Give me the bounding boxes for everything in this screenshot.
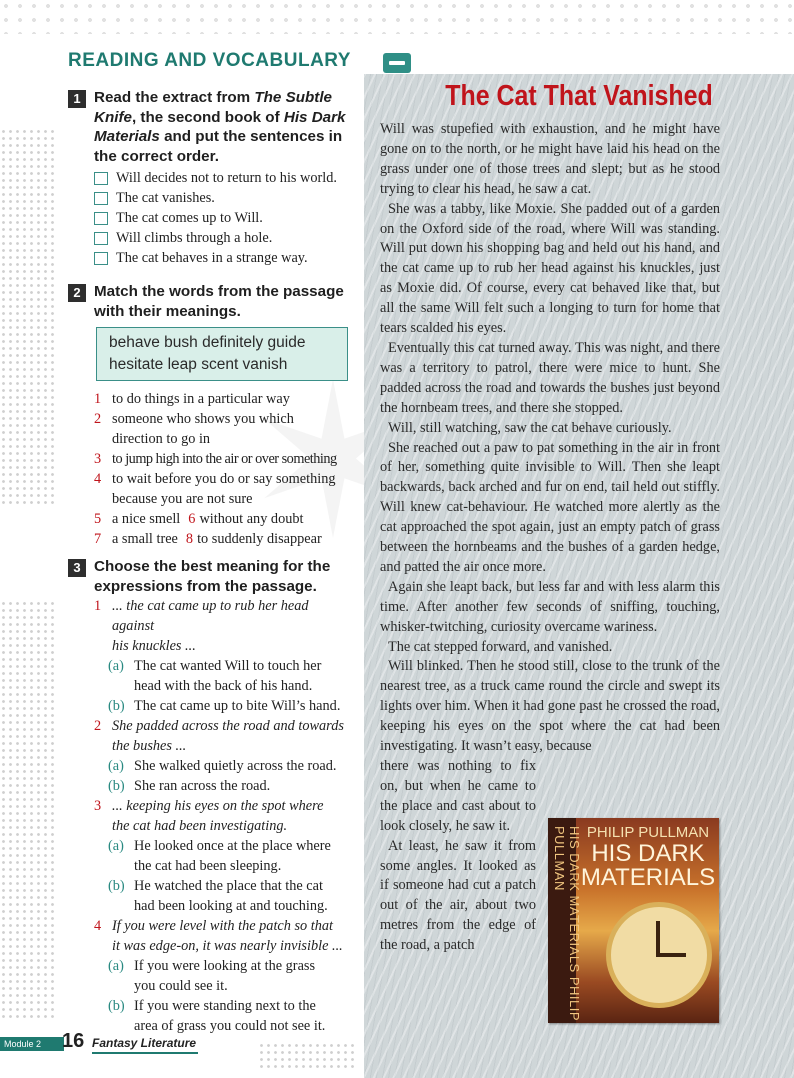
answer-checkbox[interactable]	[94, 212, 108, 225]
ordering-list	[94, 168, 353, 268]
question-continuation: his knuckles ...	[112, 638, 196, 654]
question-text: ... the cat came up to rub her head against	[112, 598, 309, 634]
answer-checkbox[interactable]	[94, 172, 108, 185]
story-paragraph: Will, still watching, saw the cat behave curiously.	[388, 419, 672, 436]
story-paragraph: She was a tabby, like Moxie. She padded out of a garden on the Oxford side of the road, where Will was standing. Will put down his shopping bag and held out his hand, and the cat came up to rub her head against his knuckles, just as Moxie did. Of course, every cat behaved like that, but all the same Will felt such a longing to turn for home that tears scalded his eyes.	[380, 200, 720, 337]
definition-number: 3	[94, 451, 101, 467]
question-text: If you were level with the patch so that	[112, 918, 334, 934]
definition-item	[94, 409, 353, 429]
answer-checkbox[interactable]	[94, 192, 108, 205]
exercise-instruction: Choose the best meaning for the expressions from the passage.	[94, 558, 331, 595]
option-letter: (a)	[108, 758, 124, 774]
instruction-text: , the second book of	[131, 108, 284, 126]
definition-text: to wait before you do or say something	[112, 471, 336, 487]
exercise-3	[68, 557, 353, 1036]
section-heading: READING AND VOCABULARY	[68, 50, 351, 71]
exercise-1	[68, 88, 353, 268]
option-text: She ran across the road.	[134, 778, 271, 794]
ordering-item-text: The cat vanishes.	[116, 190, 215, 206]
definition-text: a nice smell	[112, 511, 181, 527]
book-title	[578, 842, 718, 890]
ordering-item-text: The cat behaves in a strange way.	[116, 250, 308, 266]
definition-text: someone who shows you which	[112, 411, 294, 427]
ordering-item	[94, 168, 353, 188]
instruction-text: and put the sentences in the correct order.	[94, 128, 343, 165]
option-continuation: area of grass you could not see it.	[134, 1018, 326, 1034]
option-text: The cat wanted Will to touch her	[134, 658, 322, 674]
option-text: The cat came up to bite Will’s hand.	[134, 698, 341, 714]
definition-text: to suddenly disappear	[197, 531, 322, 547]
module-tab: Module 2	[0, 1037, 64, 1051]
option-b[interactable]	[94, 996, 353, 1016]
option-letter: (a)	[108, 658, 124, 674]
option-letter: (b)	[108, 998, 125, 1014]
exercise-instruction	[94, 88, 353, 166]
book-cover-image	[548, 818, 719, 1023]
page-footer	[0, 1030, 364, 1056]
instruction-text: Read the extract from	[94, 89, 255, 106]
decorative-dots-left	[0, 128, 58, 508]
page-number: 16	[62, 1030, 85, 1052]
book-spine-text: HIS DARK MATERIALS PHILIP PULLMAN	[552, 826, 582, 1021]
exercise-instruction: Match the words from the passage with their meanings.	[94, 283, 344, 320]
ordering-item	[94, 188, 353, 208]
option-text: He watched the place that the cat	[134, 878, 323, 894]
story-paragraph: At least, he saw it from some angles. It looked as if someone had cut a patch out of the air, about two metres from the edge of the road, a patch	[380, 837, 536, 954]
book-title-italic: His Dark Materials	[94, 108, 346, 145]
ordering-item	[94, 208, 353, 228]
question-number: 4	[94, 918, 102, 934]
ordering-item-text: Will climbs through a hole.	[116, 230, 273, 246]
exercise-number: 2	[68, 284, 86, 302]
option-a[interactable]	[94, 836, 353, 856]
definition-number: 5	[94, 511, 102, 527]
option-continuation: the cat had been sleeping.	[134, 858, 282, 874]
book-title-line: HIS DARK	[591, 840, 705, 867]
definition-text: without any doubt	[199, 511, 304, 527]
story-paragraph: The cat stepped forward, and vanished.	[388, 638, 613, 655]
story-paragraph: Will blinked. Then he stood still, close to the trunk of the nearest tree, as a truck came round the circle and swept its lights over him. When it had gone past he crossed the road, keeping his eyes on the spot where the cat had been investigating. It wasn’t easy, because	[380, 658, 720, 755]
question-text: ... keeping his eyes on the spot where	[112, 798, 324, 814]
definition-list	[94, 389, 353, 549]
module-title: Fantasy Literature	[92, 1036, 197, 1050]
option-text: She walked quietly across the road.	[134, 758, 337, 774]
option-text: He looked once at the place where	[134, 838, 331, 854]
answer-checkbox[interactable]	[94, 252, 108, 265]
definition-number: 1	[94, 391, 102, 407]
ordering-item	[94, 228, 353, 248]
story-paragraph: She reached out a paw to pat something in the air in front of her, something quite invisible to Will. Then she leapt backwards, back arched and fur on end, tail held out stiffly. Will knew cat-behaviour. He watched more alertly as the cat approached the spot again, just an empty patch of grass between the hornbeams and the bushes of a garden hedge, and patted the air once more.	[380, 439, 720, 575]
definition-number: 8	[185, 531, 194, 547]
story-paragraph: Will was stupefied with exhaustion, and he might have gone on to the north, or he might have laid his head on the grass under one of those trees and slept; but as he stood trying to clear his head, he saw a cat.	[380, 121, 720, 197]
story-title: The Cat That Vanished	[445, 80, 713, 112]
definition-number: 4	[94, 471, 102, 487]
definition-number: 7	[94, 531, 102, 547]
option-letter: (a)	[108, 958, 124, 974]
option-continuation: head with the back of his hand.	[134, 678, 313, 694]
story-paragraph: Again she leapt back, but less far and with less alarm this time. After another few seconds of sniffing, touching, whisker-twitching, curiosity overcame wariness.	[380, 578, 720, 635]
definition-item	[94, 389, 353, 409]
option-text: If you were standing next to the	[134, 998, 316, 1014]
definition-item	[94, 529, 353, 549]
option-b[interactable]	[94, 776, 353, 796]
clock-illustration	[606, 902, 712, 1008]
definition-item	[94, 469, 353, 489]
option-b[interactable]	[94, 876, 353, 896]
definition-number: 2	[94, 411, 102, 427]
book-author: PHILIP PULLMAN	[586, 824, 710, 841]
decorative-top-border	[0, 0, 794, 34]
question-item	[94, 796, 353, 816]
word-box-line: hesitate leap scent vanish	[109, 356, 288, 373]
question-number: 2	[94, 718, 102, 734]
question-continuation: the cat had been investigating.	[112, 818, 288, 834]
answer-checkbox[interactable]	[94, 232, 108, 245]
question-list	[94, 596, 353, 1036]
exercise-number: 3	[68, 559, 86, 577]
exercise-2	[68, 282, 353, 549]
story-paragraph: there was nothing to fix on, but when he came to the place and cast about to look closely, he saw it.	[380, 758, 536, 834]
option-letter: (b)	[108, 778, 125, 794]
exercise-number: 1	[68, 90, 86, 108]
definition-text: a small tree	[112, 531, 178, 547]
option-letter: (a)	[108, 838, 124, 854]
word-box-line: behave bush definitely guide	[109, 334, 306, 351]
ordering-item-text: The cat comes up to Will.	[116, 210, 263, 226]
book-icon	[383, 53, 411, 73]
question-number: 1	[94, 598, 102, 614]
definition-continuation: direction to go in	[112, 431, 211, 447]
option-a[interactable]	[94, 656, 353, 676]
story-paragraph: Eventually this cat turned away. This was night, and there was a territory to patrol, there were mice to hunt. She padded across the road and towards the bushes just beyond the hornbeam trees, and there she stopped.	[380, 339, 720, 416]
definition-continuation: because you are not sure	[112, 491, 253, 507]
definition-text: to do things in a particular way	[112, 391, 290, 407]
question-item	[94, 916, 353, 936]
question-item	[94, 596, 353, 636]
option-a[interactable]	[94, 756, 353, 776]
ordering-item	[94, 248, 353, 268]
definition-item	[94, 449, 353, 469]
ordering-item-text: Will decides not to return to his world.	[116, 170, 337, 186]
question-continuation: it was edge-on, it was nearly invisible ...	[112, 938, 343, 954]
option-a[interactable]	[94, 956, 353, 976]
option-text: If you were looking at the grass	[134, 958, 316, 974]
option-continuation: you could see it.	[134, 978, 228, 994]
question-item	[94, 716, 353, 736]
decorative-dots-left-lower	[0, 600, 58, 1020]
word-box	[96, 327, 348, 381]
book-title-italic: The Subtle Knife	[94, 89, 332, 126]
footer-rule	[92, 1052, 198, 1054]
question-text: She padded across the road and towards	[112, 718, 344, 734]
option-letter: (b)	[108, 878, 125, 894]
definition-text: to jump high into the air or over something	[112, 451, 337, 467]
option-b[interactable]	[94, 696, 353, 716]
option-continuation: had been looking at and touching.	[134, 898, 328, 914]
definition-item	[94, 509, 353, 529]
option-letter: (b)	[108, 698, 125, 714]
question-number: 3	[94, 798, 102, 814]
definition-number: 6	[188, 511, 196, 527]
question-continuation: the bushes ...	[112, 738, 187, 754]
book-title-line: MATERIALS	[580, 864, 716, 891]
